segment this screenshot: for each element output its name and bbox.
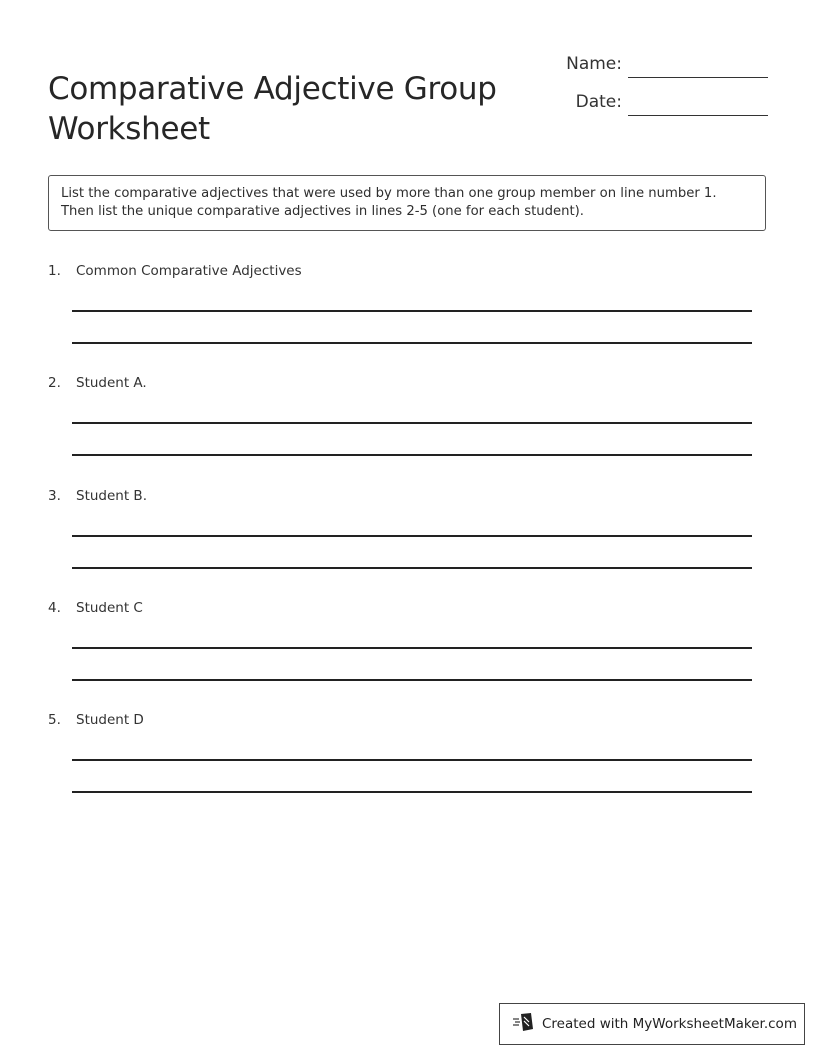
- answer-line[interactable]: [72, 535, 752, 537]
- item-number: 1.: [48, 263, 61, 279]
- answer-line[interactable]: [72, 454, 752, 456]
- item-number: 4.: [48, 600, 61, 616]
- item-label: Student D: [76, 712, 144, 728]
- worksheet-maker-logo-icon: [512, 1012, 542, 1036]
- name-field[interactable]: [548, 48, 768, 78]
- answer-line[interactable]: [72, 791, 752, 793]
- item-label: Student A.: [76, 375, 147, 391]
- answer-line[interactable]: [72, 422, 752, 424]
- date-blank-line[interactable]: [628, 115, 768, 116]
- instructions-box: [48, 175, 766, 231]
- answer-line[interactable]: [72, 567, 752, 569]
- answer-line[interactable]: [72, 647, 752, 649]
- answer-line[interactable]: [72, 310, 752, 312]
- instructions-text: List the comparative adjectives that were used by more than one group member on line number 1. Then list the unique comparative adjectives in lines 2-5 (one for each student).: [61, 186, 717, 219]
- item-number: 2.: [48, 375, 61, 391]
- date-field[interactable]: [548, 86, 768, 116]
- created-with-badge[interactable]: [499, 1003, 805, 1045]
- answer-line[interactable]: [72, 679, 752, 681]
- item-number: 3.: [48, 488, 61, 504]
- date-label: Date:: [575, 92, 622, 112]
- footer-text: Created with MyWorksheetMaker.com: [542, 1016, 797, 1032]
- name-label: Name:: [566, 54, 622, 74]
- item-label: Student C: [76, 600, 143, 616]
- name-blank-line[interactable]: [628, 77, 768, 78]
- page-title: Comparative Adjective Group Worksheet: [48, 70, 497, 147]
- item-label: Student B.: [76, 488, 147, 504]
- item-number: 5.: [48, 712, 61, 728]
- item-label: Common Comparative Adjectives: [76, 263, 302, 279]
- answer-line[interactable]: [72, 342, 752, 344]
- answer-line[interactable]: [72, 759, 752, 761]
